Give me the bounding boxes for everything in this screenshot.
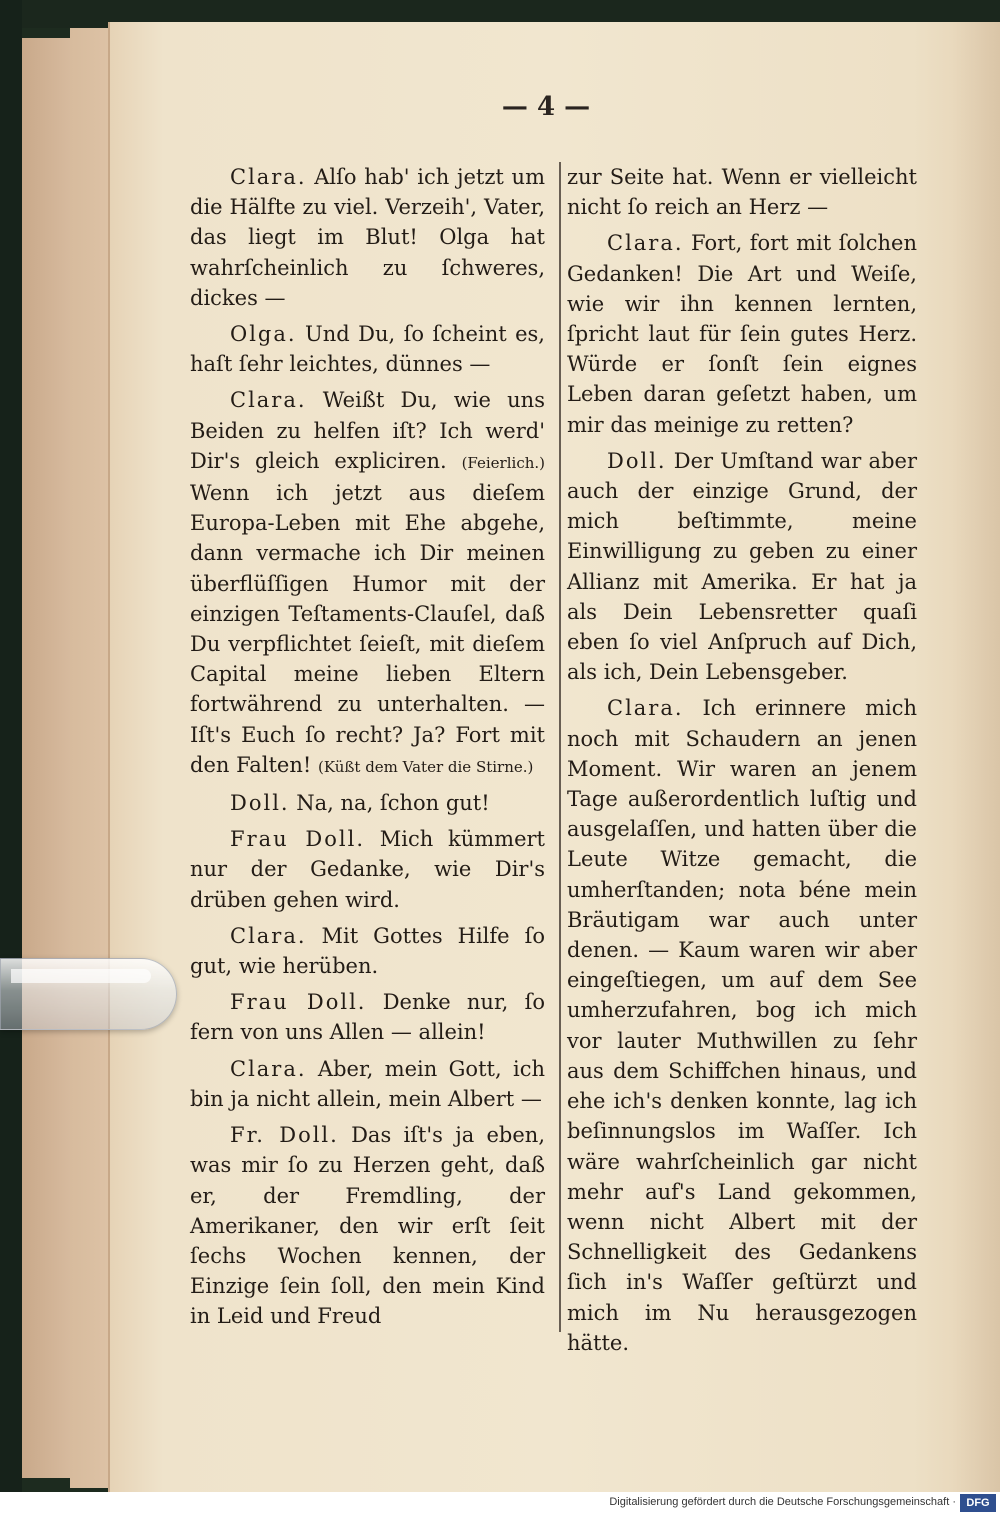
dialogue-paragraph [190,788,545,818]
dialogue-paragraph [190,319,545,379]
speaker-name: Frau Doll. [230,990,367,1015]
dialogue-text: Alſo hab' ich jetzt um die Hälfte zu viel. Verzeih', Vater, das liegt im Blut! Olga hat wahrſcheinlich zu ſchweres, dickes — [190,165,545,310]
dialogue-text: Denke nur, ſo fern von uns Allen — allein! [190,990,545,1045]
dialogue-paragraph [190,1054,545,1114]
dialogue-text: Mit Gottes Hilfe ſo gut, wie herüben. [190,923,545,979]
left-column [190,162,545,1338]
dialogue-paragraph [190,921,545,981]
funding-credit: Digitalisierung gefördert durch die Deutsche Forschungsgemeinschaft · [609,1496,956,1508]
stage-direction: (Feierlich.) [461,453,545,472]
stage-direction: (Küßt dem Vater die Stirne.) [317,757,534,776]
page-number: — 4 — [501,92,591,122]
speaker-name: Clara. [607,231,684,256]
dialogue-text: Weißt Du, wie uns Beiden zu helfen iſt? Ich werd' Dir's gleich expliciren. [190,388,545,473]
dialogue-paragraph [567,693,917,1357]
dialogue-paragraph [190,987,545,1047]
plastic-page-clip [0,958,177,1030]
dialogue-text: Das iſt's ja eben, was mir ſo zu Herzen geht, daß er, der Fremdling, der Amerikaner, den wir erſt ſeit ſechs Wochen kennen, der Einzige ſein ſoll, den mein Kind in Leid und Freud [190,1123,545,1329]
speaker-name: Clara. [230,165,307,189]
dialogue-paragraph [190,1120,545,1331]
right-column [567,162,917,1364]
dialogue-paragraph [567,446,917,688]
speaker-name: Fr. Doll. [230,1123,339,1148]
speaker-name: Doll. [230,791,290,816]
speaker-name: Clara. [230,388,307,413]
dialogue-text: Na, na, ſchon gut! [296,791,490,816]
speaker-name: Frau Doll. [230,827,365,852]
dialogue-paragraph [567,162,917,222]
dfg-logo: DFG [960,1494,996,1512]
speaker-name: Doll. [607,448,667,473]
dialogue-text: Mich kümmert nur der Gedanke, wie Dir's drüben gehen wird. [190,827,545,912]
dialogue-paragraph [190,824,545,915]
dialogue-paragraph [190,385,545,782]
dialogue-text: Und Du, ſo ſcheint es, haſt ſehr leichtes, dünnes — [190,322,545,377]
dialogue-text: Aber, mein Gott, ich bin ja nicht allein, mein Albert — [190,1056,545,1111]
dialogue-text: zur Seite hat. Wenn er vielleicht nicht ſo reich an Herz — [567,165,917,220]
dialogue-text: Ich erinnere mich noch mit Schaudern an jenen Moment. Wir waren an jenem Tage außerordentlich luſtig und ausgelaſſen, und hatten über die Leute Witze gemacht, die umherſtanden; nota béne mein Bräutigam war auch unter denen. — Kaum waren wir aber eingeſtiegen, um auf dem See umherzufahren, bog ich mich vor lauter Muthwillen zu ſehr aus dem Schiffchen hinaus, und ehe ich's denken konnte, lag ich beſinnungslos im Waſſer. Ich wäre wahrſcheinlich gar nicht mehr auf's Land gekommen, wenn nicht Albert mit der Schnelligkeit des Gedankens ſich in's Waſſer geſtürzt und mich im Nu herausgezogen hätte. [567,696,917,1355]
column-divider [559,162,561,1332]
speaker-name: Olga. [230,322,297,347]
scan-background-left [0,0,22,1518]
dialogue-paragraph [567,228,917,439]
dialogue-text: Wenn ich jetzt aus dieſem Europa-Leben mit Ehe abgehe, dann vermache ich Dir meinen überflüſſigen Humor mit der einzigen Teſtaments-Clauſel, daß Du verpflichtet ſeieſt, mit dieſem Capital meine lieben Eltern fortwährend zu unterhalten. — Iſt's Euch ſo recht? Ja? Fort mit den Falten! [190,481,545,777]
dialogue-paragraph [190,162,545,313]
speaker-name: Clara. [607,696,684,721]
dialogue-text: Fort, fort mit ſolchen Gedanken! Die Art und Weiſe, wie wir ihn kennen lernten, ſpricht laut für ſein gutes Herz. Würde er ſonſt ſein eignes Leben daran geſetzt haben, um mir das meinige zu retten? [567,231,917,437]
speaker-name: Clara. [230,923,307,948]
speaker-name: Clara. [230,1056,307,1081]
dialogue-text: Der Umſtand war aber auch der einzige Grund, der mich beſtimmte, meine Einwilligung zu geben zu einer Allianz mit Amerika. Er hat ja als Dein Lebensretter quaſi eben ſo viel Anſpruch auf Dich, als ich, Dein Lebensgeber. [567,448,917,685]
